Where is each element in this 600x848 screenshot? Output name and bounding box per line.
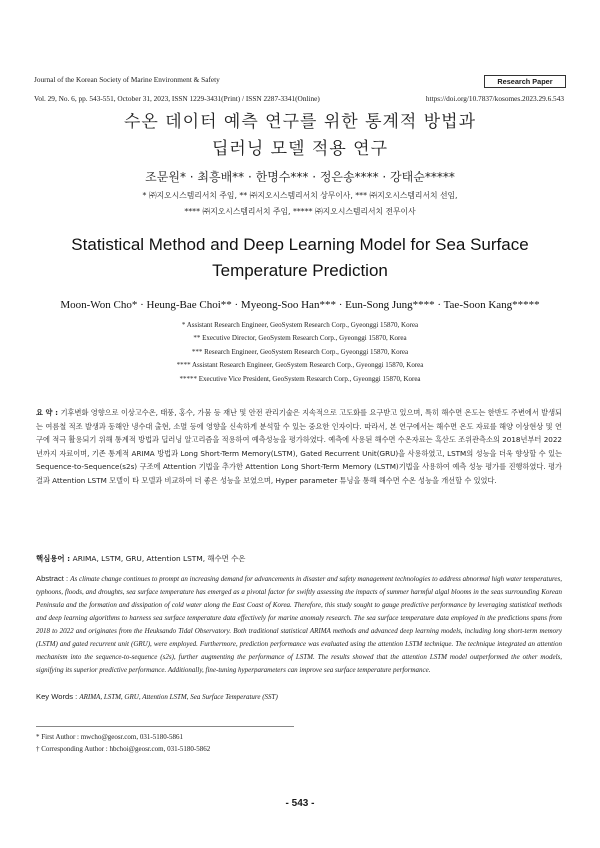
- affiliation-en-4: **** Assistant Research Engineer, GeoSystem Research Corp., Gyeonggi 15870, Korea: [176, 361, 424, 369]
- title-kr-line-2: 딥러닝 모델 적용 연구: [211, 139, 388, 159]
- abstract-kr-label: 요 약 :: [36, 408, 61, 417]
- footnote-corresponding-author: † Corresponding Author : hbchoi@geosr.com, 031-5180-5862: [36, 745, 211, 753]
- research-paper-badge: Research Paper: [484, 75, 566, 88]
- authors-en: Moon-Won Cho* · Heung-Bae Choi** · Myeong-Soo Han*** · Eun-Song Jung**** · Tae-Soon Kang*****: [60, 299, 540, 311]
- footnote-first-author: * First Author : mwcho@geosr.com, 031-5180-5861: [36, 733, 184, 741]
- footnote-divider: [36, 726, 294, 727]
- journal-name: Journal of the Korean Society of Marine Environment & Safety: [34, 75, 220, 84]
- authors-kr: 조문원* · 최흥배** · 한명수*** · 정은송**** · 강태순*****: [145, 170, 455, 184]
- volume-issn-line: Vol. 29, No. 6, pp. 543-551, October 31, 2023, ISSN 1229-3431(Print) / ISSN 2287-3341(Online): [34, 94, 320, 103]
- abstract-kr-text: 기후변화 영향으로 이상고수온, 태풍, 홍수, 가뭄 등 재난 및 안전 관리기술은 지속적으로 고도화를 요구받고 있으며, 특히 해수면 온도는 한반도 주변에서 발생되는 여름철 적조 발생과 동해안 냉수대 출현, 소멸 등에 영향을 신속하게 분석할 수 있는 중요한 인자이다. 따라서, 본 연구에서는 해수면 온도 자료를 해양 이상현상 및 연구에 적극 활용되기 위해 통계적 방법과 딥러닝 알고리즘을 적용하여 예측성능을 평가하였다. 예측에 사용된 해수면 수온자료는 흑산도 조위관측소의 2018년부터 2022년까지 자료이며, 기존 통계적 ARIMA 방법과 Long Short-Term Memory(LSTM), Gated Recurrent Unit(GRU)을 사용하였고, LSTM의 성능을 더욱 향상할 수 있는 Sequence-to-Sequence(s2s) 구조에 Attention 기법을 추가한 Attention Long Short-Term Memory (LSTM)기법을 사용하여 예측 성능 평가를 진행하였다. 평가 결과 Attention LSTM 모델이 타 모델과 비교하여 더 좋은 성능을 보였으며, Hyper parameter 튜닝을 통해 해수면 수온 성능을 개선할 수 있었다.: [36, 408, 562, 485]
- title-kr-line-1: 수온 데이터 예측 연구를 위한 통계적 방법과: [123, 112, 477, 132]
- keywords-kr-text: ARIMA, LSTM, GRU, Attention LSTM, 해수면 수온: [72, 554, 246, 563]
- affiliation-en-5: ***** Executive Vice President, GeoSystem Research Corp., Gyeonggi 15870, Korea: [179, 375, 421, 383]
- keywords-kr-label: 핵심용어 :: [36, 554, 73, 563]
- affiliations-kr-line-2: **** ㈜지오시스템리서치 주임, ***** ㈜지오시스템리서치 전무이사: [184, 207, 416, 216]
- abstract-en: [36, 572, 562, 677]
- keywords-kr: [36, 553, 245, 564]
- affiliations-kr-line-1: * ㈜지오시스템리서치 주임, ** ㈜지오시스템리서치 상무이사, *** ㈜지오시스템리서치 선임,: [142, 191, 458, 200]
- abstract-en-text: As climate change continues to prompt an increasing demand for advancements in disaster and safety management technologies to address abnormal high water temperatures, typhoons, floods, and droughts, sea surface temperature has emerged as a pivotal factor for swiftly assessing the impacts of summer harmful algal blooms in the seas surrounding Korean Peninsula and the formation and dissipation of cold water along the East Coast of Korea. Therefore, this study sought to gauge predictive performance by leveraging statistical methods and deep learning algorithms to harness sea surface temperature data effectively for marine anomaly research. The sea surface temperature data employed in the predictions spans from 2018 to 2022 and originates from the Heuksando Tidal Observatory. Both traditional statistical ARIMA methods and advanced deep learning models, including long short-term memory (LSTM) and gated recurrent unit (GRU), were employed. Furthermore, prediction performance was evaluated using the attention LSTM technique. The technique integrated an attention mechanism into the sequence-to-sequence (s2s), further augmenting the performance of LSTM. The results showed that the attention LSTM model outperformed the other models, signifying its superior predictive performance. Additionally, fine-tuning hyperparameters can improve sea surface temperature performance.: [36, 575, 562, 674]
- abstract-kr: [36, 406, 562, 487]
- keywords-en-text: ARIMA, LSTM, GRU, Attention LSTM, Sea Surface Temperature (SST): [79, 693, 278, 701]
- keywords-en: [36, 692, 278, 701]
- abstract-en-label: Abstract :: [36, 574, 71, 583]
- doi-link[interactable]: https://doi.org/10.7837/kosomes.2023.29.6.543: [425, 94, 564, 103]
- affiliation-en-3: *** Research Engineer, GeoSystem Research Corp., Gyeonggi 15870, Korea: [191, 348, 409, 356]
- keywords-en-label: Key Words :: [36, 692, 80, 701]
- affiliation-en-2: ** Executive Director, GeoSystem Research Corp., Gyeonggi 15870, Korea: [193, 334, 407, 342]
- affiliation-en-1: * Assistant Research Engineer, GeoSystem Research Corp., Gyeonggi 15870, Korea: [181, 321, 419, 329]
- title-en: Statistical Method and Deep Learning Model for Sea Surface Temperature Prediction: [71, 235, 529, 280]
- page-number: - 543 -: [285, 798, 315, 809]
